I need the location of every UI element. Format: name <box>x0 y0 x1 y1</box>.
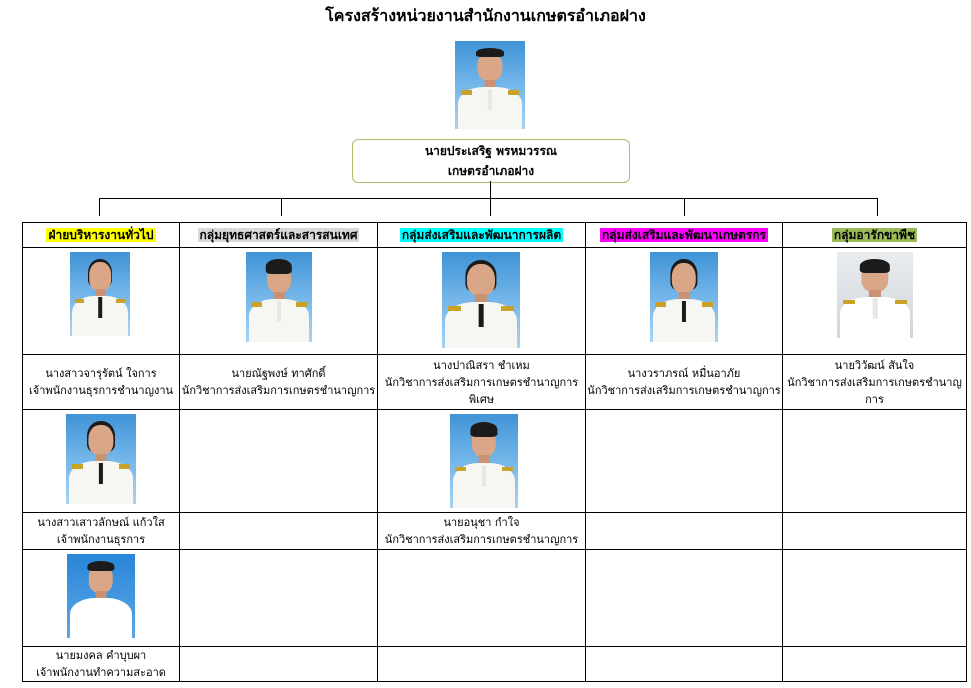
head-name: นายประเสริฐ พรหมวรรณ <box>424 144 558 158</box>
staff-position: เจ้าพนักงานทำความสะอาด <box>36 666 166 679</box>
staff-position: เจ้าพนักงานธุรการ <box>56 533 146 546</box>
staff-name: นางสาวเสาวลักษณ์ แก้วใส <box>37 516 165 529</box>
connector-drop-2 <box>281 198 282 216</box>
connector-horizontal <box>99 198 878 199</box>
group-header-production: กลุ่มส่งเสริมและพัฒนาการผลิต <box>378 223 586 248</box>
staff-photo <box>450 414 518 508</box>
staff-name: นายอนุชา กำใจ <box>443 516 520 529</box>
staff-photo <box>837 252 913 338</box>
connector-drop-5 <box>877 198 878 216</box>
connector-drop-1 <box>99 198 100 216</box>
staff-name: นางสาวจารุรัตน์ ใจการ <box>45 367 157 380</box>
staff-position: นักวิชาการส่งเสริมการเกษตรชำนาญการ <box>587 384 781 397</box>
connector-drop-4 <box>684 198 685 216</box>
name-row-2 <box>23 513 967 550</box>
staff-position: นักวิชาการส่งเสริมการเกษตรชำนาญการ <box>384 533 579 546</box>
staff-photo <box>67 554 135 638</box>
staff-photo <box>650 252 718 342</box>
staff-name: นายณัฐพงษ์ ทาศักดิ์ <box>231 367 326 380</box>
head-name-box <box>352 139 630 183</box>
staff-photo <box>70 252 130 336</box>
photo-row-2 <box>23 410 967 513</box>
group-header-strategy: กลุ่มยุทธศาสตร์และสารสนเทศ <box>180 223 378 248</box>
staff-photo <box>246 252 312 342</box>
staff-position: เจ้าพนักงานธุรการชำนาญงาน <box>28 384 174 397</box>
connector-vertical-main <box>490 181 491 198</box>
staff-position: นักวิชาการส่งเสริมการเกษตรชำนาญการ <box>181 384 376 397</box>
staff-position: นักวิชาการส่งเสริมการเกษตรชำนาญการ <box>787 375 962 406</box>
photo-row-1 <box>23 248 967 355</box>
photo-row-3 <box>23 550 967 647</box>
staff-name: นายมงคล คำบุบผา <box>55 649 147 662</box>
name-row-3 <box>23 647 967 682</box>
group-header-row <box>23 223 967 248</box>
staff-position: นักวิชาการส่งเสริมการเกษตรชำนาญการพิเศษ <box>384 375 579 406</box>
group-header-farmer: กลุ่มส่งเสริมและพัฒนาเกษตรกร <box>586 223 783 248</box>
staff-photo <box>66 414 136 504</box>
head-position: เกษตรอำเภอฝาง <box>447 164 535 178</box>
staff-name: นางปาณิสรา ชำเหม <box>433 358 530 372</box>
chart-title: โครงสร้างหน่วยงานสำนักงานเกษตรอำเภอฝาง <box>325 6 646 25</box>
connector-drop-3 <box>490 198 491 216</box>
staff-photo <box>442 252 520 348</box>
org-table <box>22 222 967 682</box>
name-row-1 <box>23 355 967 410</box>
group-header-admin: ฝ่ายบริหารงานทั่วไป <box>23 223 180 248</box>
group-header-plant-protection: กลุ่มอารักขาพืช <box>783 223 967 248</box>
head-photo <box>455 41 525 129</box>
staff-name: นางวราภรณ์ หมื่นอาภัย <box>627 367 741 380</box>
staff-name: นายวิวัฒน์ สันใจ <box>834 358 915 372</box>
